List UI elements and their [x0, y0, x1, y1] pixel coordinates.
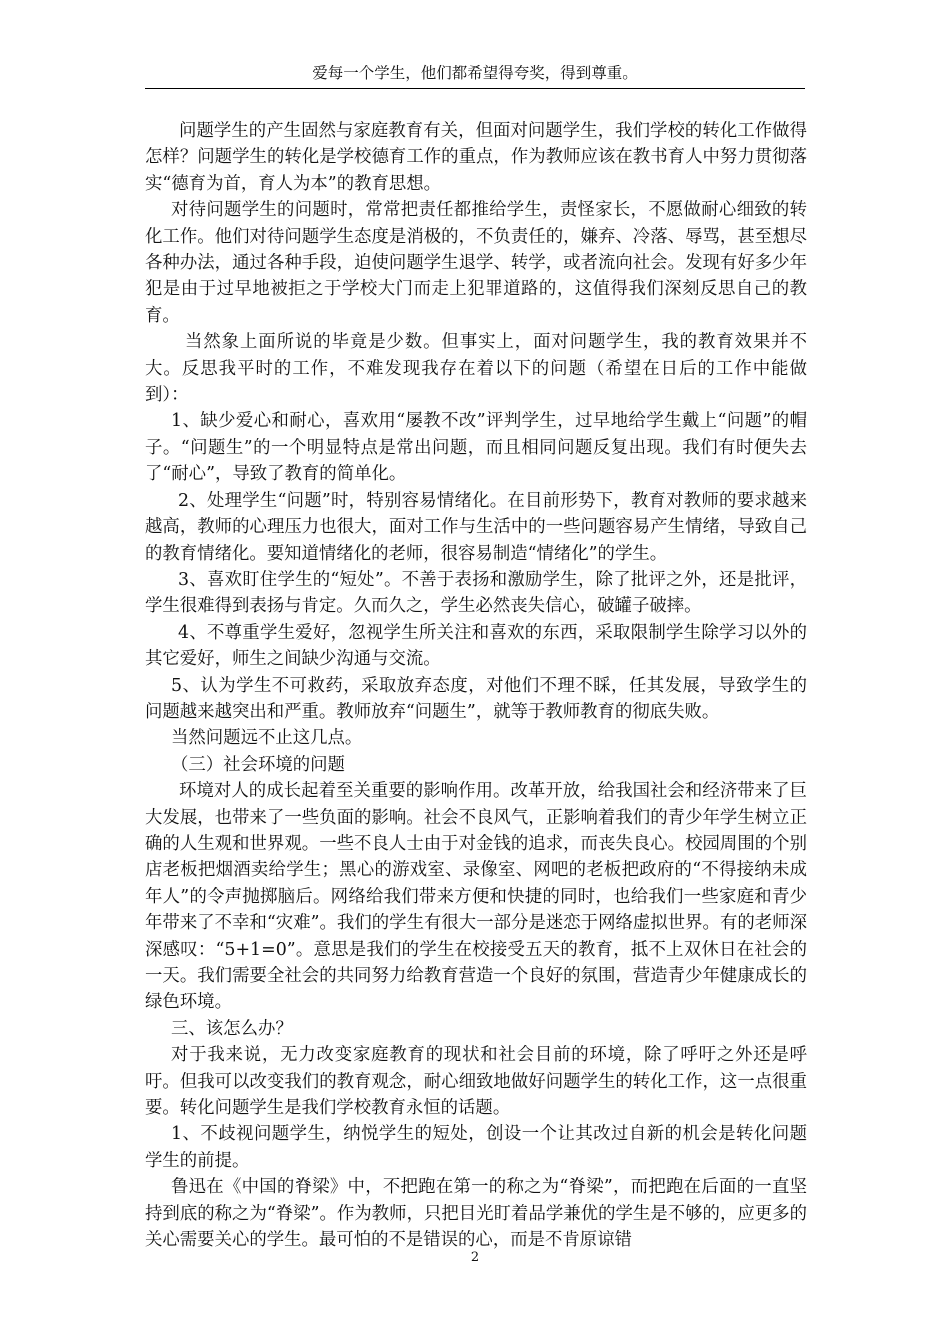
paragraph-9: 当然问题远不止这几点。	[171, 728, 363, 749]
paragraph-6: 3、喜欢盯住学生的“短处”。不善于表扬和激励学生，除了批评之外，还是批评，学生很难得到表扬与肯定。久而久之，学生必然丧失信心，破罐子破摔。	[145, 569, 807, 617]
paragraph-2: 对待问题学生的问题时，常常把责任都推给学生，责怪家长，不愿做耐心细致的转化工作。他们对待问题学生态度是消极的，不负责任的，嫌弃、冷落、辱骂，甚至想尽各种办法，通过各种手段，迫使问题学生退学、转学，或者流向社会。发现有好多少年犯是由于过早地被拒之于学校大门而走上犯罪道路的，这值得我们深刻反思自己的教育。	[145, 200, 807, 326]
page-number: 2	[470, 1250, 480, 1265]
paragraph-13: 鲁迅在《中国的脊梁》中，不把跑在第一的称之为“脊梁”，而把跑在后面的一直坚持到底的称之为“脊梁”。作为教师，只把目光盯着品学兼优的学生是不够的，应更多的关心需要关心的学生。最可怕的不是错误的心，而是不肯原谅错	[145, 1177, 807, 1251]
paragraph-11: 对于我来说，无力改变家庭教育的现状和社会目前的环境，除了呼吁之外还是呼吁。但我可以改变我们的教育观念，耐心细致地做好问题学生的转化工作，这一点很重要。转化问题学生是我们学校教育永恒的话题。	[145, 1045, 807, 1119]
section-heading-social: （三）社会环境的问题	[171, 754, 345, 775]
paragraph-1: 问题学生的产生固然与家庭教育有关，但面对问题学生，我们学校的转化工作做得怎样？问题学生的转化是学校德育工作的重点，作为教师应该在教书育人中努力贯彻落实“德育为首，育人为本”的教育思想。	[145, 121, 807, 194]
paragraph-10: 环境对人的成长起着至关重要的影响作用。改革开放，给我国社会和经济带来了巨大发展，也带来了一些负面的影响。社会不良风气，正影响着我们的青少年学生树立正确的人生观和世界观。一些不良人士由于对金钱的追求，而丧失良心。校园周围的个别店老板把烟酒卖给学生；黑心的游戏室、录像室、网吧的老板把政府的“不得接纳未成年人”的令声抛掷脑后。网络给我们带来方便和快捷的同时，也给我们一些家庭和青少年带来了不幸和“灾难”。我们的学生有很大一部分是迷恋于网络虚拟世界。有的老师深深感叹：“5+1=0”。意思是我们的学生在校接受五天的教育，抵不上双休日在社会的一天。我们需要全社会的共同努力给教育营造一个良好的氛围，营造青少年健康成长的绿色环境。	[145, 781, 807, 1013]
paragraph-4: 1、缺少爱心和耐心，喜欢用“屡教不改”评判学生，过早地给学生戴上“问题”的帽子。“问题生”的一个明显特点是常出问题，而且相同问题反复出现。我们有时便失去了“耐心”，导致了教育的简单化。	[145, 411, 807, 485]
section-heading-what-to-do: 三、该怎么办？	[171, 1018, 293, 1039]
document-body	[145, 118, 807, 1253]
paragraph-3: 当然象上面所说的毕竟是少数。但事实上，面对问题学生，我的教育效果并不大。反思我平时的工作，不难发现我存在着以下的问题（希望在日后的工作中能做到）：	[145, 332, 807, 406]
paragraph-12: 1、不歧视问题学生，纳悦学生的短处，创设一个让其改过自新的机会是转化问题学生的前提。	[145, 1124, 807, 1171]
page-footer	[0, 1250, 950, 1266]
paragraph-8: 5、认为学生不可救药，采取放弃态度，对他们不理不睬，任其发展，导致学生的问题越来越突出和严重。教师放弃“问题生”，就等于教师教育的彻底失败。	[145, 675, 807, 722]
header-text: 爱每一个学生，他们都希望得夸奖，得到尊重。	[312, 64, 638, 82]
page-header	[145, 62, 805, 89]
paragraph-5: 2、处理学生“问题”时，特别容易情绪化。在目前形势下，教育对教师的要求越来越高，教师的心理压力也很大，面对工作与生活中的一些问题容易产生情绪，导致自己的教育情绪化。要知道情绪化的老师，很容易制造“情绪化”的学生。	[145, 490, 807, 564]
paragraph-7: 4、不尊重学生爱好，忽视学生所关注和喜欢的东西，采取限制学生除学习以外的其它爱好，师生之间缺少沟通与交流。	[145, 622, 807, 670]
